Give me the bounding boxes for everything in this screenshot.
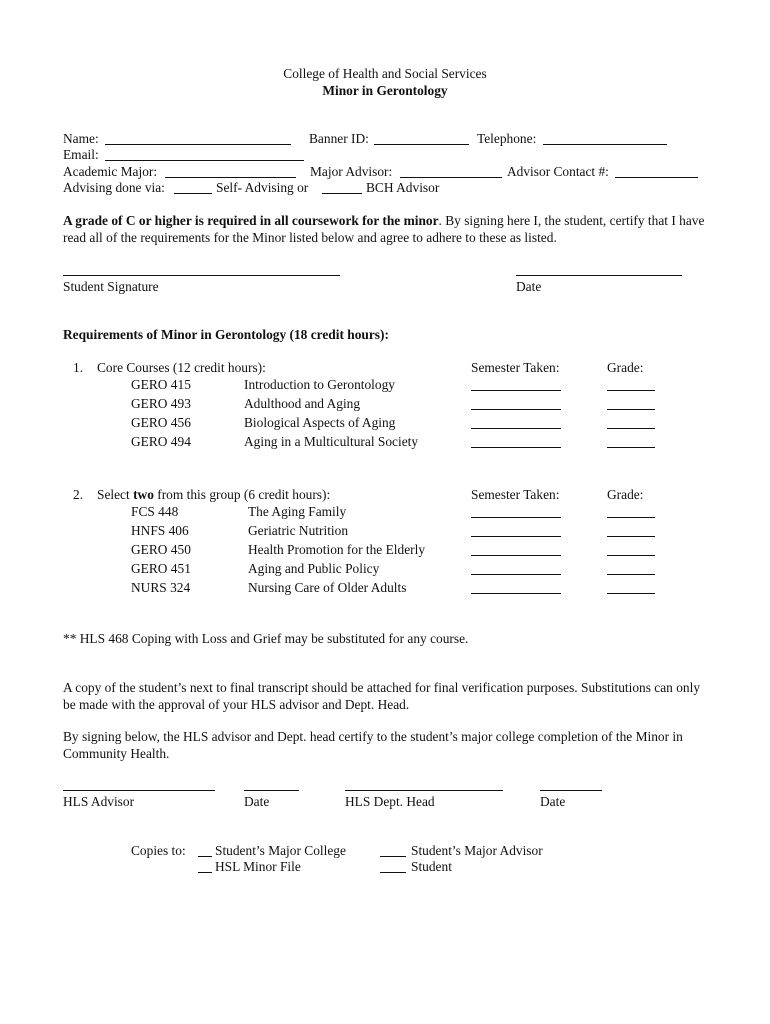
certification-text [63,213,713,246]
dept-head-line[interactable] [345,790,503,791]
grade-blank[interactable] [607,409,655,410]
core-grade-header: Grade: [607,360,644,375]
course-name: Aging in a Multicultural Society [244,434,419,449]
copies-label: Copies to: [131,843,186,858]
semester-blank[interactable] [471,409,561,410]
copy-student-label: Student [411,859,452,874]
course-name: Nursing Care of Older Adults [248,580,407,595]
grade-requirement: A grade of C or higher is required in all coursework for the minor [63,213,439,228]
dept-head-date-line[interactable] [540,790,602,791]
grade-blank[interactable] [607,555,655,556]
elective-title [97,487,330,503]
course-code: GERO 415 [131,377,191,392]
course-name: Aging and Public Policy [248,561,380,576]
major-advisor-blank[interactable] [380,856,406,857]
name-field[interactable] [105,144,291,145]
core-semester-header: Semester Taken: [471,360,560,375]
course-code: GERO 456 [131,415,191,430]
course-code: GERO 493 [131,396,191,411]
course-name: Adulthood and Aging [244,396,361,411]
advising-label: Advising done via: [63,180,165,195]
semester-blank[interactable] [471,555,561,556]
grade-blank[interactable] [607,390,655,391]
self-advising-blank[interactable] [174,193,212,194]
grade-blank[interactable] [607,428,655,429]
dept-head-label: HLS Dept. Head [345,794,435,809]
certify-note: By signing below, the HLS advisor and Dept. head certify to the student’s major college completion of the Minor in Community Health. [63,729,683,761]
course-code: HNFS 406 [131,523,189,538]
course-code: NURS 324 [131,580,191,595]
telephone-field[interactable] [543,144,667,145]
advisor-contact-label: Advisor Contact #: [507,164,609,179]
semester-blank[interactable] [471,574,561,575]
grade-blank[interactable] [607,574,655,575]
minor-file-blank[interactable] [198,872,212,873]
academic-major-field[interactable] [165,177,296,178]
semester-blank[interactable] [471,536,561,537]
course-code: FCS 448 [131,504,179,519]
elective-grade-header: Grade: [607,487,644,502]
student-signature-label: Student Signature [63,279,159,294]
semester-blank[interactable] [471,447,561,448]
major-college-label: Student’s Major College [215,843,346,858]
core-number: 1. [73,360,84,375]
college-name: College of Health and Social Services [283,66,487,81]
course-name: Geriatric Nutrition [248,523,349,538]
self-advising-label: Self- Advising or [216,180,309,195]
course-name: Introduction to Gerontology [244,377,395,392]
semester-blank[interactable] [471,517,561,518]
semester-blank[interactable] [471,593,561,594]
telephone-label: Telephone: [477,131,537,146]
copy-major-advisor-label: Student’s Major Advisor [411,843,543,858]
requirements-heading: Requirements of Minor in Gerontology (18 credit hours): [63,327,389,342]
student-date-line[interactable] [516,275,682,276]
bch-advisor-label: BCH Advisor [366,180,440,195]
academic-major-label: Academic Major: [63,164,158,179]
grade-blank[interactable] [607,593,655,594]
student-signature-line[interactable] [63,275,340,276]
course-code: GERO 494 [131,434,191,449]
student-date-label: Date [516,279,542,294]
email-label: Email: [63,147,99,162]
course-name: The Aging Family [248,504,347,519]
grade-blank[interactable] [607,536,655,537]
advisor-date-label: Date [244,794,270,809]
student-copy-blank[interactable] [380,872,406,873]
hls-advisor-label: HLS Advisor [63,794,135,809]
grade-blank[interactable] [607,517,655,518]
elective-title-bold: two [133,487,154,502]
bch-advisor-blank[interactable] [322,193,362,194]
elective-title-pre: Select [97,487,134,502]
major-advisor-label: Major Advisor: [310,164,393,179]
course-code: GERO 450 [131,542,191,557]
semester-blank[interactable] [471,390,561,391]
course-code: GERO 451 [131,561,191,576]
course-name: Health Promotion for the Elderly [248,542,426,557]
core-title: Core Courses (12 credit hours): [97,360,266,375]
major-advisor-field[interactable] [400,177,502,178]
name-label: Name: [63,131,99,146]
certification-rest: . By signing here I, the student, certify that I have read all of the requirements for the Minor listed below and agree to adhere to these as listed. [63,213,705,245]
advisor-contact-field[interactable] [615,177,698,178]
elective-semester-header: Semester Taken: [471,487,560,502]
elective-title-post: from this group (6 credit hours): [153,487,331,502]
grade-blank[interactable] [607,447,655,448]
substitution-note: ** HLS 468 Coping with Loss and Grief may be substituted for any course. [63,631,469,646]
major-college-blank[interactable] [198,856,212,857]
banner-id-label: Banner ID: [309,131,369,146]
semester-blank[interactable] [471,428,561,429]
advisor-date-line[interactable] [244,790,299,791]
dept-head-date-label: Date [540,794,566,809]
hls-advisor-line[interactable] [63,790,215,791]
course-name: Biological Aspects of Aging [244,415,396,430]
minor-file-label: HSL Minor File [215,859,301,874]
transcript-note: A copy of the student’s next to final transcript should be attached for final verification purposes. Substitutions can only be made with the approval of your HLS advisor and Dept. Head. [63,680,701,712]
page-title: Minor in Gerontology [322,83,448,98]
banner-id-field[interactable] [374,144,469,145]
elective-number: 2. [73,487,84,502]
email-field[interactable] [105,160,304,161]
